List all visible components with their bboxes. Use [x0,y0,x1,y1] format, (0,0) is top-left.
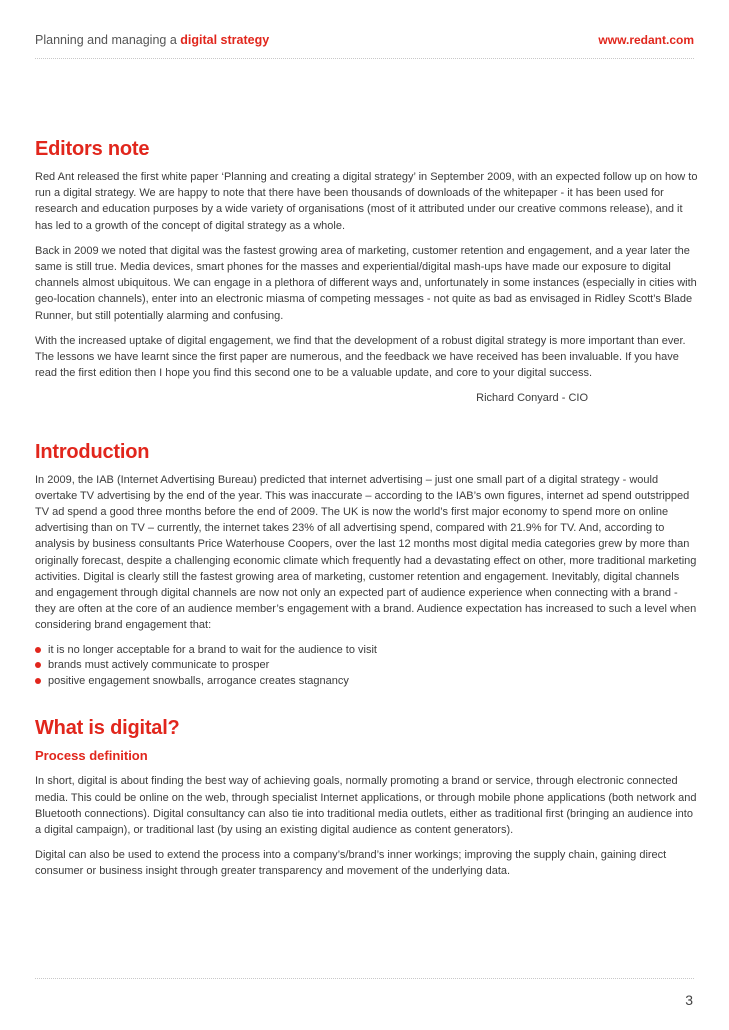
editors-note-paragraph-3: With the increased uptake of digital engagement, we find that the development of a robust digital strategy is more important than ever. The lessons we have learnt since the first paper are numerous, and the feedback we have received has been invaluable. If you have read the first edition then I hope you find this second one to be a valuable update, and core to your digital success. [35,334,686,380]
editors-note-heading: Editors note [35,138,150,160]
header-title-prefix: Planning and managing a [35,33,181,47]
introduction-heading: Introduction [35,440,150,463]
editors-note-section [35,138,700,407]
editors-note-paragraph-2: Back in 2009 we noted that digital was the fastest growing area of marketing, customer retention and engagement, and a year later the same is still true. Media devices, smart phones for the masses and experiential/digital mash-ups have made our exposure to digital channels almost ubiquitous. We can engage in a plethora of different ways and, unfortunately in some instances (especially in cities with geo-location channels), enter into an electronic miasma of competing messages - not quite as bad as envisaged in Ridley Scott’s Blade Runner, but still potentially alarming and confusing. [35,244,697,322]
page-header [35,33,694,49]
editors-note-signature: Richard Conyard - CIO [476,392,588,405]
list-item-text: it is no longer acceptable for a brand to wait for the audience to visit [48,643,377,656]
what-is-digital-paragraph-1: In short, digital is about finding the best way of achieving goals, normally promoting a brand or service, through electronic connected media. This could be online on the web, through specialist Internet applications, or through mobile phone applications (both network and Bluetooth connections). Digital consultancy can also tie into traditional media outlets, either as traditional first (bringing an audience into a digital campaign), or traditional last (by using an existing digital audience as content generators). [35,775,697,837]
introduction-paragraph: In 2009, the IAB (Internet Advertising Bureau) predicted that internet advertising – just one small part of a digital strategy - would overtake TV advertising by the end of the year. This was inaccurate – according to the IAB’s own figures, internet ad spend outstripped TV ad spend a good three months before the end of 2009. The UK is now the world’s first major economy to spend more on online advertising than on TV – currently, the internet takes 23% of all advertising spend, compared with 21.9% for TV. And, according to analysis by business consultants Price Waterhouse Coopers, over the last 12 months most digital media categories grew by more than originally forecast, despite a challenging economic climate which frequently had a devastating effect on other, more traditional marketing activities. Digital is clearly still the fastest growing area of marketing, customer retention and engagement. Inevitably, digital channels and engagement through digital channels are now not only an expected part of audience experience when connecting with a brand - they are often at the core of an audience member’s engagement with a brand. Audience expectation has increased to such a level when considering brand engagement that: [35,473,697,632]
page-content [35,138,700,889]
process-definition-subheading: Process definition [35,748,148,764]
header-divider [35,58,694,59]
list-item [35,643,700,659]
what-is-digital-paragraph-2: Digital can also be used to extend the process into a company’s/brand’s inner workings; improving the supply chain, gaining direct consumer or business insight through greater transparency and movement of the underlying data. [35,849,667,878]
list-item [35,674,700,690]
editors-note-paragraph-1: Red Ant released the first white paper ‘Planning and creating a digital strategy’ in September 2009, with an expected follow up on how to run a digital strategy. We are happy to note that there have been thousands of downloads of the whitepaper - it has been used for research and education purposes by a wide variety of organisations (most of it attributed under our creative commons release), and it has led to a growth of the concept of digital strategy as a whole. [35,171,698,232]
header-title-accent: digital strategy [180,33,270,47]
bullet-dot-icon [35,647,41,653]
introduction-section [35,441,700,690]
introduction-bullet-list [35,643,700,690]
footer-divider [35,978,694,979]
list-item-text: positive engagement snowballs, arrogance creates stagnancy [48,674,349,687]
what-is-digital-section [35,717,700,879]
bullet-dot-icon [35,678,41,684]
what-is-digital-heading: What is digital? [35,717,180,740]
list-item-text: brands must actively communicate to prosper [48,659,270,672]
bullet-dot-icon [35,662,41,668]
page-number: 3 [685,992,693,1008]
list-item [35,658,700,674]
header-website-link[interactable]: www.redant.com [598,33,694,47]
